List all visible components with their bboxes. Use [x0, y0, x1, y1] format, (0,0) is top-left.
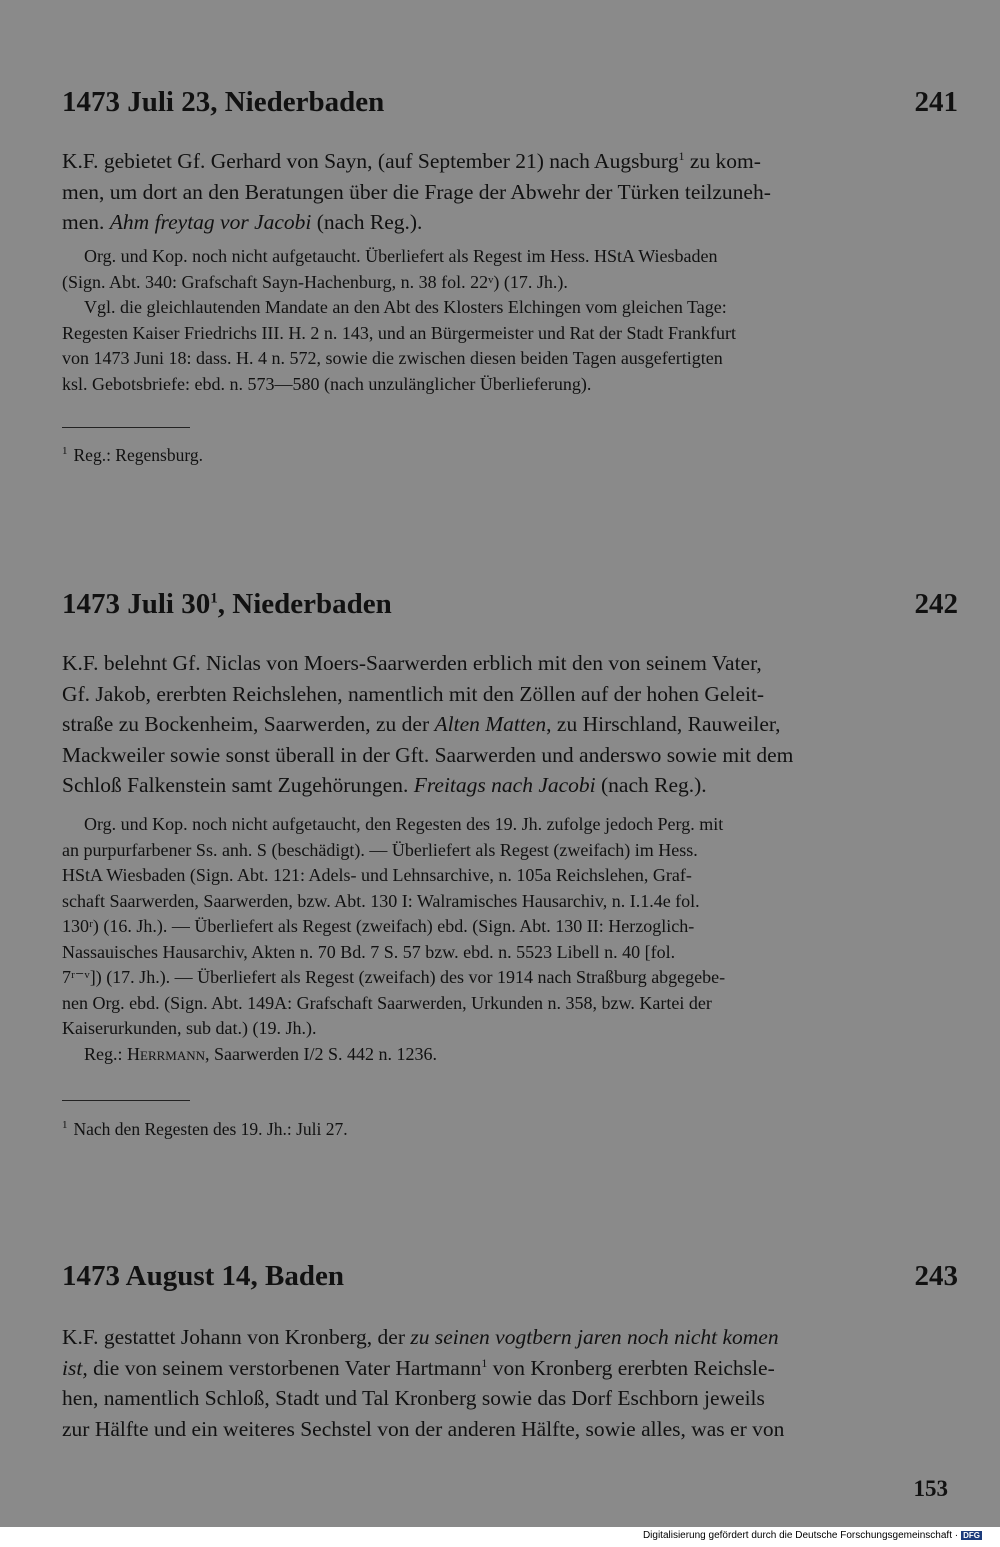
summary-line: Schloß Falkenstein samt Zugehörungen. Freitags nach Jacobi (nach Reg.). — [62, 773, 707, 797]
entry-number: 241 — [914, 86, 958, 118]
entry-number: 242 — [914, 588, 958, 620]
note-line: nen Org. ebd. (Sign. Abt. 149A: Grafschaft Saarwerden, Urkunden n. 358, bzw. Kartei der — [62, 992, 712, 1013]
entry-243-summary — [62, 1322, 958, 1444]
note-line: 7ʳ⁻ᵛ]) (17. Jh.). — Überliefert als Regest (zweifach) des vor 1914 nach Straßburg abgegebe- — [62, 967, 726, 987]
note-line: Vgl. die gleichlautenden Mandate an den Abt des Klosters Elchingen vom gleichen Tage: — [84, 297, 727, 317]
note-line: 130ʳ) (16. Jh.). — Überliefert als Regest (zweifach) ebd. (Sign. Abt. 130 II: Herzoglich- — [62, 916, 695, 936]
regest-reference — [62, 1042, 960, 1068]
reg-rest: , Saarwerden I/2 S. 442 n. 1236. — [205, 1043, 437, 1064]
entry-241-summary — [62, 146, 958, 238]
note-line: Kaiserurkunden, sub dat.) (19. Jh.). — [62, 1018, 317, 1038]
summary-line: hen, namentlich Schloß, Stadt und Tal Kronberg sowie das Dorf Eschborn jeweils — [62, 1386, 765, 1410]
footnote-text: Nach den Regesten des 19. Jh.: Juli 27. — [73, 1118, 348, 1139]
entry-242-summary — [62, 648, 958, 801]
summary-line: men. Ahm freytag vor Jacobi (nach Reg.). — [62, 210, 423, 234]
footnote-text: Reg.: Regensburg. — [73, 444, 203, 465]
entry-241-footnote — [62, 440, 203, 466]
summary-line: K.F. belehnt Gf. Niclas von Moers-Saarwerden erblich mit den von seinem Vater, — [62, 651, 762, 675]
footnote-rule — [62, 1100, 190, 1101]
page-number: 153 — [913, 1476, 948, 1501]
summary-line: zur Hälfte und ein weiteres Sechstel von der anderen Hälfte, sowie alles, was er von — [62, 1416, 785, 1441]
note-line: Org. und Kop. noch nicht aufgetaucht. Überliefert als Regest im Hess. HStA Wiesbaden — [84, 246, 718, 266]
entry-date-place: 1473 Juli 23, Niederbaden — [62, 86, 385, 118]
note-line: Regesten Kaiser Friedrichs III. H. 2 n. 143, und an Bürgermeister und Rat der Stadt Frankfurt — [62, 322, 737, 343]
heading-footnote-mark: 1 — [210, 590, 218, 607]
summary-line: straße zu Bockenheim, Saarwerden, zu der Alten Matten, zu Hirschland, Rauweiler, — [62, 712, 781, 736]
entry-date-place — [62, 588, 392, 620]
note-line: HStA Wiesbaden (Sign. Abt. 121: Adels- und Lehnsarchive, n. 105a Reichslehen, Graf- — [62, 865, 692, 885]
entry-date-place: 1473 August 14, Baden — [62, 1260, 345, 1292]
note-line: Org. und Kop. noch nicht aufgetaucht, den Regesten des 19. Jh. zufolge jedoch Perg. mit — [84, 814, 724, 834]
reg-prefix: Reg.: — [84, 1043, 127, 1064]
summary-line: ist, die von seinem verstorbenen Vater Hartmann$^1$ von Kronberg ererbten Reichsle- — [62, 1355, 775, 1380]
entry-242-footnote — [62, 1114, 348, 1140]
summary-line: K.F. gebietet Gf. Gerhard von Sayn, (auf September 21) nach Augsburg$^1$ zu kom- — [62, 148, 761, 173]
credit-text: Digitalisierung gefördert durch die Deutsche Forschungsgemeinschaft · — [642, 1530, 959, 1541]
summary-line: K.F. gestattet Johann von Kronberg, der zu seinen vogtbern jaren noch nicht komen — [62, 1325, 779, 1349]
footnote-rule — [62, 427, 190, 428]
entry-241-notes — [62, 244, 960, 397]
footnote-mark: 1 — [62, 445, 68, 457]
note-line: schaft Saarwerden, Saarwerden, bzw. Abt. 130 I: Walramisches Hausarchiv, n. I.1.4e fol. — [62, 890, 700, 911]
entry-number: 243 — [914, 1260, 958, 1292]
footnote-mark: 1 — [62, 1119, 68, 1131]
note-line: Nassauisches Hausarchiv, Akten n. 70 Bd. 7 S. 57 bzw. ebd. n. 5523 Libell n. 40 [fol. — [62, 941, 676, 962]
summary-line: men, um dort an den Beratungen über die Frage der Abwehr der Türken teilzuneh- — [62, 179, 771, 204]
summary-line: Gf. Jakob, ererbten Reichslehen, namentlich mit den Zöllen auf der hohen Geleit- — [62, 681, 765, 706]
dfg-logo: DFG — [963, 1531, 980, 1540]
entry-242-notes — [62, 812, 960, 1067]
date-place-part: 1473 Juli 30 — [62, 588, 211, 620]
digitization-credit — [643, 1530, 982, 1541]
date-place-part: , Niederbaden — [217, 588, 392, 620]
summary-line: Mackweiler sowie sonst überall in der Gft. Saarwerden und anderswo sowie mit dem — [62, 742, 794, 767]
reg-author: Herrmann — [127, 1043, 206, 1064]
note-line: (Sign. Abt. 340: Grafschaft Sayn-Hachenburg, n. 38 fol. 22ᵛ) (17. Jh.). — [62, 271, 568, 292]
note-line: ksl. Gebotsbriefe: ebd. n. 573—580 (nach unzulänglicher Überlieferung). — [62, 373, 592, 394]
note-line: an purpurfarbener Ss. anh. S (beschädigt). — Überliefert als Regest (zweifach) im Hess. — [62, 839, 698, 860]
note-line: von 1473 Juni 18: dass. H. 4 n. 572, sowie die zwischen diesen beiden Tagen ausgefertigten — [62, 348, 723, 368]
